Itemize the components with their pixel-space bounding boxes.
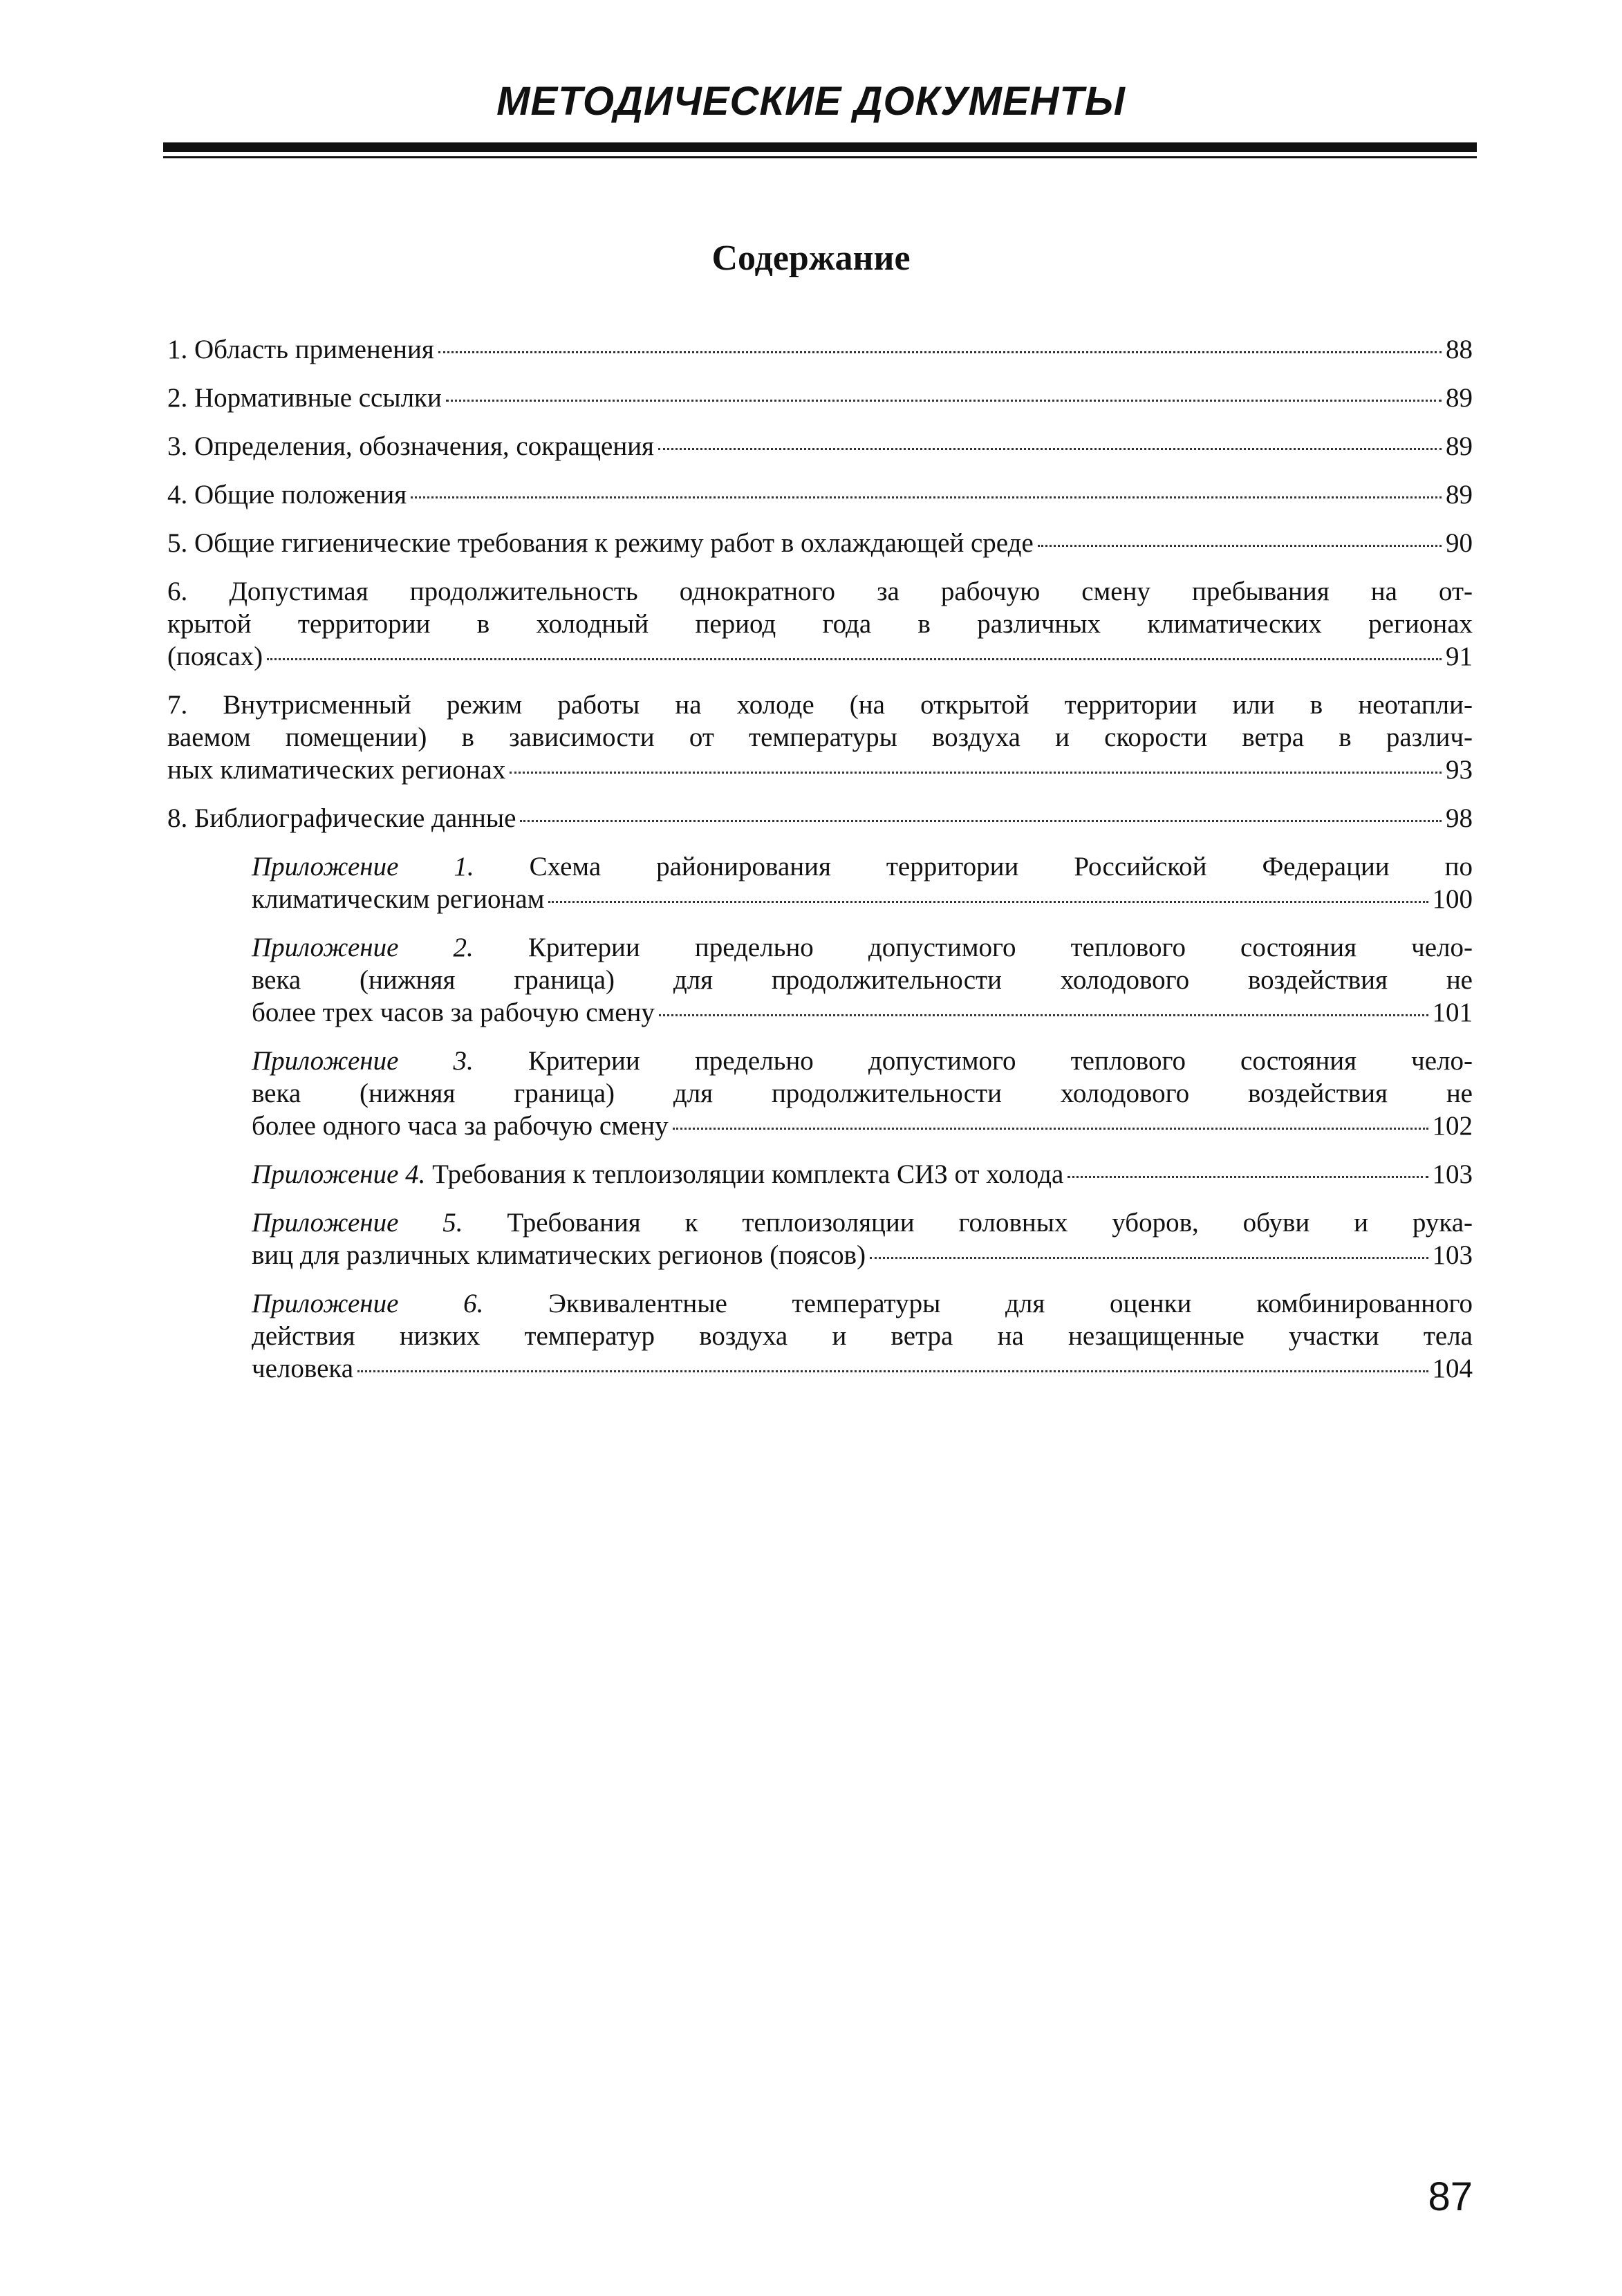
dot-leader [658, 448, 1442, 450]
toc-entry-page: 89 [1446, 480, 1473, 510]
toc-entry-page: 91 [1446, 642, 1473, 671]
toc-entry-title: 8. Библиографические данные [167, 803, 516, 833]
dot-leader [357, 1370, 1428, 1372]
dot-leader [446, 400, 1442, 402]
toc-appendix-entry[interactable] [252, 931, 1473, 1029]
toc-entry-text-line: века (нижняя граница) для продолжительности холодового воздействия не [252, 1079, 1473, 1108]
toc-entry[interactable] [167, 689, 1473, 786]
appendix-title-start: Критерии предельно допустимого теплового состояния чело- [473, 933, 1473, 962]
toc-entry-text-line: крытой территории в холодный период года в различных климатических регионах [167, 609, 1473, 639]
toc-appendix-entry[interactable] [252, 1287, 1473, 1385]
dot-leader [548, 901, 1428, 903]
toc-entry[interactable] [167, 478, 1473, 511]
appendix-label: Приложение 2. [252, 933, 474, 962]
toc-entry-line [167, 754, 1473, 786]
toc-entry-page: 98 [1446, 803, 1473, 833]
toc-entry-title [252, 1158, 1063, 1191]
toc-entry-page: 100 [1432, 884, 1473, 914]
toc-entry-title: 5. Общие гигиенические требования к режиму работ в охлаждающей среде [167, 528, 1034, 558]
toc-entry-text-line: действия низких температур воздуха и ветра на незащищенные участки тела [252, 1321, 1473, 1351]
appendix-label: Приложение 4. [252, 1159, 426, 1189]
dot-leader [673, 1128, 1428, 1130]
dot-leader [438, 351, 1442, 353]
toc-entry-line [167, 382, 1473, 414]
toc-entry-title: климатическим регионам [252, 884, 545, 914]
dot-leader [510, 772, 1442, 774]
toc-entry-text-line: 6. Допустимая продолжительность однократного за рабочую смену пребывания на от- [167, 577, 1473, 606]
appendix-label: Приложение 5. [252, 1208, 463, 1238]
toc-entry[interactable] [167, 527, 1473, 559]
toc-entry-line [167, 640, 1473, 673]
toc-entry[interactable] [167, 382, 1473, 414]
toc-entry-page: 90 [1446, 528, 1473, 558]
toc-appendix-entry[interactable] [252, 1206, 1473, 1271]
toc-entry-line [252, 996, 1473, 1029]
toc-entry-page: 101 [1432, 998, 1473, 1027]
toc-entry-line [252, 1352, 1473, 1385]
appendix-label: Приложение 6. [252, 1289, 484, 1318]
toc-entry-line [252, 883, 1473, 915]
toc-entry-text-line: 7. Внутрисменный режим работы на холоде (на открытой территории или в неотапли- [167, 690, 1473, 720]
toc-appendix-entry[interactable] [252, 1045, 1473, 1142]
toc-entry-title: 2. Нормативные ссылки [167, 383, 442, 413]
dot-leader [411, 496, 1442, 498]
toc-entry-text-line: века (нижняя граница) для продолжительности холодового воздействия не [252, 965, 1473, 995]
toc-heading: Содержание [711, 239, 911, 278]
appendix-title-start: Схема районирования территории Российской Федерации по [474, 852, 1473, 881]
toc-entry-page: 93 [1446, 755, 1473, 785]
toc-entry-title: 4. Общие положения [167, 480, 407, 510]
toc-entry-title: 1. Область применения [167, 335, 434, 364]
page-number: 87 [1428, 2174, 1473, 2219]
dot-leader [1038, 545, 1442, 547]
toc-entry[interactable] [167, 430, 1473, 463]
toc-entry[interactable] [167, 575, 1473, 673]
toc-entry-page: 104 [1432, 1354, 1473, 1383]
dot-leader [659, 1014, 1428, 1016]
toc-entry-text-line [252, 931, 1473, 964]
header-rule-thick [163, 142, 1477, 152]
toc-entry-title: виц для различных климатических регионов (поясов) [252, 1240, 866, 1270]
appendix-label: Приложение 1. [252, 852, 474, 881]
appendix-label: Приложение 3. [252, 1046, 474, 1076]
toc-entry-text-line [252, 1206, 1473, 1239]
toc-entry-page: 88 [1446, 335, 1473, 364]
appendix-title-start: Требования к теплоизоляции головных уборов, обуви и рука- [463, 1208, 1473, 1238]
toc-entry-line [252, 1239, 1473, 1271]
dot-leader [267, 658, 1442, 660]
toc-entry-line [167, 802, 1473, 834]
toc-entry[interactable] [167, 333, 1473, 366]
toc-entry-line [252, 1110, 1473, 1142]
toc-entry-page: 103 [1432, 1159, 1473, 1189]
toc-entry-line [167, 333, 1473, 366]
appendix-title: Требования к теплоизоляции комплекта СИЗ от холода [425, 1159, 1064, 1189]
toc-entry-title: 3. Определения, обозначения, сокращения [167, 431, 654, 461]
toc-entry-title: (поясах) [167, 642, 263, 671]
dot-leader [870, 1257, 1428, 1259]
header-rule-thin [163, 156, 1477, 158]
toc-entry[interactable] [167, 802, 1473, 834]
toc-entry-page: 89 [1446, 431, 1473, 461]
toc-appendix-entry[interactable] [252, 850, 1473, 915]
appendix-title-start: Критерии предельно допустимого теплового состояния чело- [473, 1046, 1473, 1076]
appendix-title-start: Эквивалентные температуры для оценки комбинированного [483, 1289, 1473, 1318]
toc-entry-title: человека [252, 1354, 354, 1383]
toc-entry-line [252, 1158, 1473, 1191]
toc-entry-line [167, 430, 1473, 463]
toc-appendix-entry[interactable] [252, 1158, 1473, 1191]
toc-entry-line [167, 527, 1473, 559]
toc-entry-page: 103 [1432, 1240, 1473, 1270]
toc-entry-text-line [252, 1045, 1473, 1077]
dot-leader [1068, 1176, 1428, 1178]
table-of-contents [167, 333, 1473, 1401]
toc-entry-page: 89 [1446, 383, 1473, 413]
toc-entry-title: ных климатических регионах [167, 755, 506, 785]
toc-entry-page: 102 [1432, 1111, 1473, 1141]
toc-entry-text-line [252, 850, 1473, 883]
dot-leader [520, 820, 1442, 822]
toc-entry-title: более одного часа за рабочую смену [252, 1111, 669, 1141]
toc-entry-title: более трех часов за рабочую смену [252, 998, 655, 1027]
toc-entry-text-line [252, 1287, 1473, 1320]
header-title: МЕТОДИЧЕСКИЕ ДОКУМЕНТЫ [496, 79, 1126, 124]
toc-entry-text-line: ваемом помещении) в зависимости от температуры воздуха и скорости ветра в различ- [167, 722, 1473, 752]
toc-entry-line [167, 478, 1473, 511]
